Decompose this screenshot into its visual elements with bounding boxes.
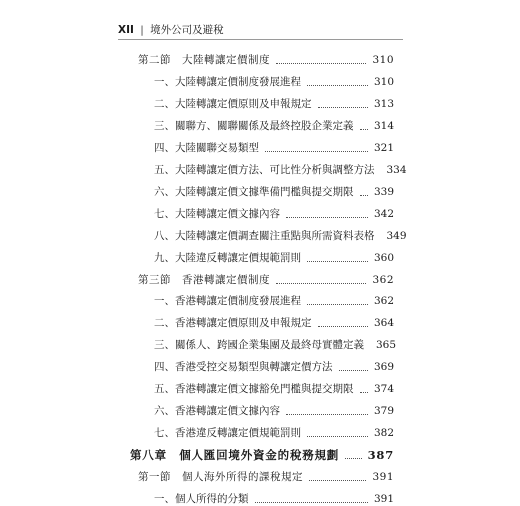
toc-entry-label: 第一節 個人海外所得的課稅規定 (138, 471, 303, 483)
toc-entry[interactable] (138, 273, 394, 287)
leader-dots (309, 479, 366, 481)
toc-entry-page: 310 (372, 54, 394, 66)
leader-dots (318, 106, 368, 108)
leader-dots (339, 369, 368, 371)
toc-entry-page: 321 (373, 142, 394, 154)
leader-dots (265, 150, 368, 152)
toc-entry-label: 一、個人所得的分類 (154, 493, 249, 505)
leader-dots (360, 391, 368, 393)
toc-entry-page: 365 (376, 339, 397, 351)
toc-entry[interactable] (154, 360, 394, 374)
toc-entry-label: 三、關聯方、關聯關係及最終控股企業定義 (154, 120, 354, 132)
leader-dots (345, 457, 361, 459)
leader-dots (255, 501, 368, 503)
toc-entry[interactable] (138, 470, 394, 484)
toc-entry-page: 369 (373, 361, 394, 373)
toc-entry-page: 387 (367, 448, 394, 462)
toc-entry-label: 二、大陸轉讓定價原則及申報規定 (154, 98, 312, 110)
toc-entry-label: 七、香港違反轉讓定價規範罰則 (154, 427, 301, 439)
toc-entry-label: 第三節 香港轉讓定價制度 (138, 274, 270, 286)
leader-dots (286, 413, 368, 415)
toc-entry-label: 四、香港受控交易類型與轉讓定價方法 (154, 361, 333, 373)
header-separator: | (140, 24, 144, 36)
toc-entry-page: 360 (373, 252, 394, 264)
toc-entry[interactable] (154, 141, 394, 155)
toc-entry-label: 第二節 大陸轉讓定價制度 (138, 54, 270, 66)
toc-entry-page: 314 (373, 120, 394, 132)
toc-entry-page: 362 (373, 295, 394, 307)
toc-entry[interactable] (154, 207, 394, 221)
leader-dots (307, 303, 368, 305)
toc-entry-page: 379 (373, 405, 394, 417)
toc-entry[interactable] (154, 251, 394, 265)
toc-entry[interactable] (154, 163, 407, 177)
leader-dots (307, 84, 368, 86)
toc-entry[interactable] (154, 119, 394, 133)
toc-entry[interactable] (138, 53, 394, 67)
toc-entry-page: 349 (386, 230, 407, 242)
toc-entry-page: 391 (372, 471, 394, 483)
toc-entry[interactable] (154, 426, 394, 440)
toc-entry-label: 六、香港轉讓定價文據內容 (154, 405, 280, 417)
toc-entry[interactable] (154, 338, 397, 352)
toc-entry-label: 第八章 個人匯回境外資金的稅務規劃 (130, 448, 340, 462)
header-running-title: 境外公司及避稅 (150, 24, 224, 36)
header-page-number: XII (118, 24, 134, 36)
toc-entry-label: 五、大陸轉讓定價方法、可比性分析與調整方法 (154, 164, 375, 176)
toc-entry-page: 362 (372, 274, 394, 286)
toc-entry-page: 339 (373, 186, 394, 198)
leader-dots (276, 282, 366, 284)
toc-entry-label: 四、大陸關聯交易類型 (154, 142, 259, 154)
toc-chapter-entry[interactable] (130, 448, 394, 462)
toc-entry[interactable] (154, 294, 394, 308)
leader-dots (307, 260, 368, 262)
toc-entry-label: 九、大陸違反轉讓定價規範罰則 (154, 252, 301, 264)
toc-entry-label: 六、大陸轉讓定價文據準備門檻與提交期限 (154, 186, 354, 198)
toc-entry-label: 三、關係人、跨國企業集團及最終母實體定義 (154, 339, 364, 351)
toc-entry-page: 313 (373, 98, 394, 110)
toc-entry-page: 334 (386, 164, 407, 176)
toc-entry[interactable] (154, 492, 394, 506)
toc-entry-label: 五、香港轉讓定價文據豁免門檻與提交期限 (154, 383, 354, 395)
leader-dots (360, 194, 368, 196)
toc-entry-label: 一、香港轉讓定價制度發展進程 (154, 295, 301, 307)
toc-entry-label: 二、香港轉讓定價原則及申報規定 (154, 317, 312, 329)
toc-entry[interactable] (154, 382, 394, 396)
toc-entry-page: 374 (373, 383, 394, 395)
toc-entry-label: 八、大陸轉讓定價調查關注重點與所需資料表格 (154, 230, 375, 242)
toc-entry[interactable] (154, 404, 394, 418)
toc-entry-page: 342 (373, 208, 394, 220)
leader-dots (276, 62, 366, 64)
running-header (118, 23, 403, 40)
leader-dots (360, 128, 368, 130)
leader-dots (318, 325, 368, 327)
toc-entry[interactable] (154, 75, 394, 89)
toc-entry[interactable] (154, 97, 394, 111)
leader-dots (307, 435, 368, 437)
toc-entry-page: 364 (373, 317, 394, 329)
toc-entry-page: 310 (373, 76, 394, 88)
toc-entry-page: 391 (373, 493, 394, 505)
toc-entry-label: 一、大陸轉讓定價制度發展進程 (154, 76, 301, 88)
leader-dots (286, 216, 368, 218)
toc-entry-label: 七、大陸轉讓定價文據內容 (154, 208, 280, 220)
toc-entry-page: 382 (373, 427, 394, 439)
toc-entry[interactable] (154, 185, 394, 199)
toc-entry[interactable] (154, 316, 394, 330)
toc-entry[interactable] (154, 229, 407, 243)
